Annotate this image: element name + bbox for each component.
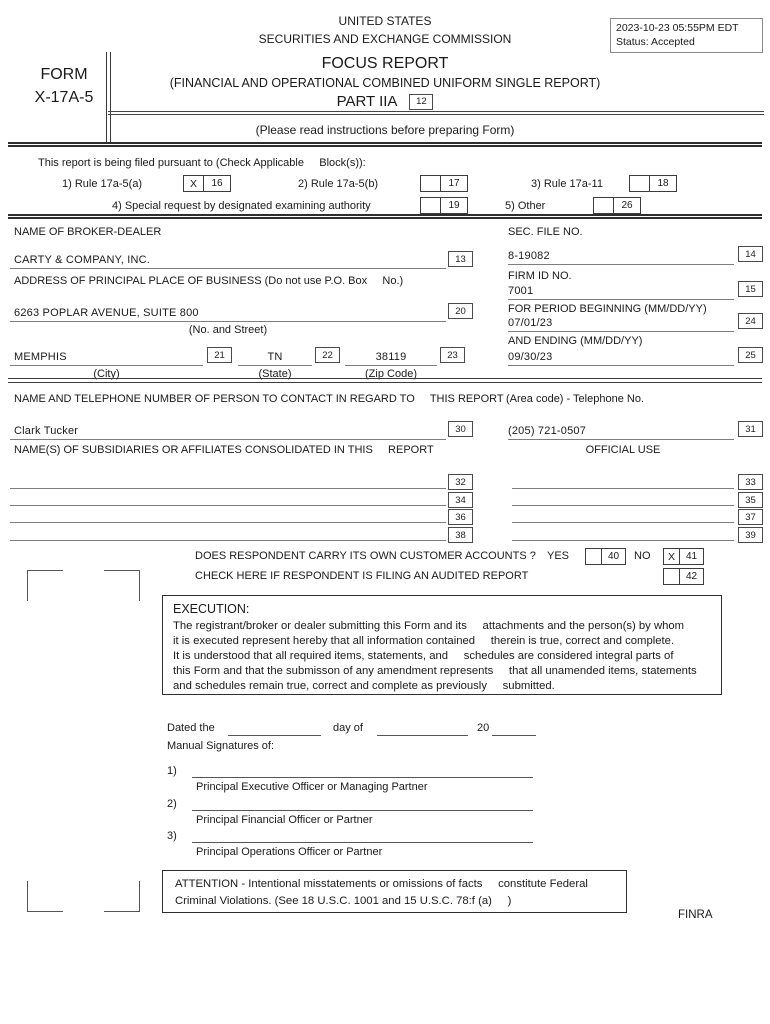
execution-title: EXECUTION: <box>173 602 250 616</box>
sec-file-value[interactable]: 8-19082 <box>508 250 550 262</box>
rule-17a11-box-number: 18 <box>650 175 677 192</box>
audited-checkbox-group <box>663 568 704 585</box>
finra-label: FINRA <box>678 909 713 921</box>
audited-report-label: CHECK HERE IF RESPONDENT IS FILING AN AUDITED REPORT <box>195 570 529 582</box>
filing-status: Status: Accepted <box>616 36 695 48</box>
no-box-number: 41 <box>680 548 704 565</box>
no-label: NO <box>634 550 651 562</box>
us-title: UNITED STATES <box>338 14 432 28</box>
signature-caption: Principal Operations Officer or Partner <box>196 846 383 858</box>
rule-17a5b-box-number: 17 <box>441 175 468 192</box>
address-label: ADDRESS OF PRINCIPAL PLACE OF BUSINESS (Do not use P.O. Box No.) <box>14 275 404 287</box>
period-end-underline <box>508 365 734 366</box>
zip-underline <box>345 365 437 366</box>
firm-id-underline <box>508 299 734 300</box>
dated-year-blank[interactable] <box>492 735 536 736</box>
subsidiary-row-box: 36 <box>448 509 473 525</box>
stamp-area-corner-mark <box>27 881 63 912</box>
subsidiary-row-box: 37 <box>738 509 763 525</box>
firm-id-box: 15 <box>738 281 763 297</box>
stamp-area-corner-mark <box>27 570 63 601</box>
special-request-box-number: 19 <box>441 197 468 214</box>
city-value[interactable]: MEMPHIS <box>14 351 67 363</box>
contact-name-underline <box>10 439 446 440</box>
year-prefix: 20 <box>477 722 490 734</box>
filing-stamp-box <box>610 18 763 53</box>
part-row <box>0 93 770 110</box>
dated-day-blank[interactable] <box>228 735 321 736</box>
state-caption: (State) <box>258 368 292 380</box>
broker-name-underline <box>10 268 446 269</box>
dated-prefix: Dated the <box>167 722 215 734</box>
subsidiary-row-box: 33 <box>738 474 763 490</box>
execution-text-line: It is understood that all required items, statements, and schedules are considered integral parts of <box>173 650 674 662</box>
execution-text-line: The registrant/broker or dealer submitting this Form and its attachments and the person(s) by whom <box>173 620 685 632</box>
rule-17a11-label: 3) Rule 17a-11 <box>531 178 603 190</box>
signature-line[interactable] <box>192 810 533 811</box>
street-box: 20 <box>448 303 473 319</box>
broker-name-value[interactable]: CARTY & COMPANY, INC. <box>14 254 151 266</box>
filing-timestamp: 2023-10-23 05:55PM EDT <box>616 22 739 34</box>
subsidiary-line[interactable] <box>10 522 446 523</box>
firm-id-value[interactable]: 7001 <box>508 285 534 297</box>
street-underline <box>10 321 446 322</box>
official-use-label: OFFICIAL USE <box>585 444 661 456</box>
other-checkbox[interactable] <box>593 197 614 214</box>
signature-line[interactable] <box>192 777 533 778</box>
special-request-checkbox-group <box>420 197 468 214</box>
execution-box <box>162 595 722 695</box>
contact-name-value[interactable]: Clark Tucker <box>14 425 79 437</box>
street-caption: (No. and Street) <box>188 324 268 336</box>
stamp-area-corner-mark <box>104 570 140 601</box>
state-underline <box>238 365 312 366</box>
contact-name-box: 30 <box>448 421 473 437</box>
rule-17a11-checkbox[interactable] <box>629 175 650 192</box>
rule-17a5b-checkbox-group <box>420 175 468 192</box>
sec-file-label: SEC. FILE NO. <box>508 226 583 238</box>
rule-17a5a-checkbox[interactable]: X <box>183 175 204 192</box>
part-number-box: 12 <box>409 94 433 110</box>
period-begin-value[interactable]: 07/01/23 <box>508 317 553 329</box>
period-end-value[interactable]: 09/30/23 <box>508 351 553 363</box>
audited-checkbox[interactable] <box>663 568 680 585</box>
stamp-area-corner-mark <box>104 881 140 912</box>
signature-number: 1) <box>167 765 177 777</box>
header-separator-1 <box>108 111 764 115</box>
rule-17a5a-box-number: 16 <box>204 175 231 192</box>
subsidiary-row-box: 34 <box>448 492 473 508</box>
signature-caption: Principal Financial Officer or Partner <box>196 814 373 826</box>
state-box: 22 <box>315 347 340 363</box>
zip-box: 23 <box>440 347 465 363</box>
sec-file-box: 14 <box>738 246 763 262</box>
contact-label: NAME AND TELEPHONE NUMBER OF PERSON TO CONTACT IN REGARD TO THIS REPORT <box>14 393 504 405</box>
dated-month-blank[interactable] <box>377 735 468 736</box>
broker-name-box: 13 <box>448 251 473 267</box>
rule-17a11-checkbox-group <box>629 175 677 192</box>
subsidiary-line[interactable] <box>512 488 734 489</box>
rule-17a5a-checkbox-group <box>183 175 231 192</box>
signature-caption: Principal Executive Officer or Managing Partner <box>196 781 428 793</box>
contact-phone-box: 31 <box>738 421 763 437</box>
rule-17a5b-checkbox[interactable] <box>420 175 441 192</box>
signature-line[interactable] <box>192 842 533 843</box>
street-value[interactable]: 6263 POPLAR AVENUE, SUITE 800 <box>14 307 199 319</box>
subsidiary-row-box: 39 <box>738 527 763 543</box>
sec-commission-title: SECURITIES AND EXCHANGE COMMISSION <box>258 32 512 46</box>
subsidiary-line[interactable] <box>512 540 734 541</box>
day-of-label: day of <box>333 722 363 734</box>
broker-separator <box>8 378 762 383</box>
other-checkbox-group <box>593 197 641 214</box>
sec-file-underline <box>508 264 734 265</box>
form-number: X-17A-5 <box>34 89 94 106</box>
execution-text-line: this Form and that the submisson of any amendment represents that all unamended items, statements <box>173 665 697 677</box>
subsidiary-line[interactable] <box>10 540 446 541</box>
zip-caption: (Zip Code) <box>365 368 417 380</box>
audited-box-number: 42 <box>680 568 704 585</box>
other-box-number: 26 <box>614 197 641 214</box>
subsidiary-line[interactable] <box>10 488 446 489</box>
subsidiary-row-box: 35 <box>738 492 763 508</box>
attention-text-line: Criminal Violations. (See 18 U.S.C. 1001 and 15 U.S.C. 78:f (a) ) <box>175 895 512 907</box>
rule-17a5b-label: 2) Rule 17a-5(b) <box>298 178 379 190</box>
yes-checkbox-group <box>585 548 626 565</box>
period-end-label: AND ENDING (MM/DD/YY) <box>508 335 643 347</box>
subsidiary-row-box: 32 <box>448 474 473 490</box>
part-label: PART IIA <box>336 93 398 110</box>
signature-number: 3) <box>167 830 177 842</box>
report-title: FOCUS REPORT <box>321 55 449 72</box>
no-checkbox[interactable]: X <box>663 548 680 565</box>
header-separator-2 <box>8 142 762 147</box>
city-box: 21 <box>207 347 232 363</box>
period-end-box: 25 <box>738 347 763 363</box>
subsidiary-line[interactable] <box>512 505 734 506</box>
period-begin-underline <box>508 331 734 332</box>
filing-separator <box>8 214 762 219</box>
contact-phone-label: (Area code) - Telephone No. <box>506 393 644 405</box>
contact-phone-value[interactable]: (205) 721-0507 <box>508 425 587 437</box>
other-label: 5) Other <box>505 200 546 212</box>
city-underline <box>10 365 203 366</box>
special-request-checkbox[interactable] <box>420 197 441 214</box>
no-checkbox-group <box>663 548 704 565</box>
period-begin-box: 24 <box>738 313 763 329</box>
subsidiary-line[interactable] <box>10 505 446 506</box>
subsidiary-line[interactable] <box>512 522 734 523</box>
special-request-label: 4) Special request by designated examining authority <box>112 200 371 212</box>
rule-17a5a-label: 1) Rule 17a-5(a) <box>62 178 143 190</box>
signature-number: 2) <box>167 798 177 810</box>
period-begin-label: FOR PERIOD BEGINNING (MM/DD/YY) <box>508 303 707 315</box>
contact-phone-underline <box>508 439 734 440</box>
filing-intro: This report is being filed pursuant to (Check Applicable Block(s)): <box>38 157 366 169</box>
manual-signatures-label: Manual Signatures of: <box>167 740 275 752</box>
execution-text-line: it is executed represent hereby that all information contained therein is true, correct and complete. <box>173 635 675 647</box>
customer-accounts-label: DOES RESPONDENT CARRY ITS OWN CUSTOMER ACCOUNTS ? <box>195 550 536 562</box>
report-subtitle: (FINANCIAL AND OPERATIONAL COMBINED UNIFORM SINGLE REPORT) <box>169 76 601 90</box>
attention-box <box>162 870 627 913</box>
instructions-note: (Please read instructions before preparing Form) <box>255 123 515 137</box>
subsidiary-row-box: 38 <box>448 527 473 543</box>
yes-box-number: 40 <box>602 548 626 565</box>
zip-value[interactable]: 38119 <box>375 351 407 363</box>
subsidiaries-label: NAME(S) OF SUBSIDIARIES OR AFFILIATES CONSOLIDATED IN THIS REPORT <box>14 444 434 456</box>
city-caption: (City) <box>93 368 120 380</box>
state-value[interactable]: TN <box>267 351 283 363</box>
broker-name-label: NAME OF BROKER-DEALER <box>14 226 162 238</box>
form-word: FORM <box>40 66 88 83</box>
execution-text-line: and schedules remain true, correct and complete as previously submitted. <box>173 680 555 692</box>
yes-label: YES <box>547 550 570 562</box>
yes-checkbox[interactable] <box>585 548 602 565</box>
firm-id-label: FIRM ID NO. <box>508 270 572 282</box>
attention-text-line: ATTENTION - Intentional misstatements or omissions of facts constitute Federal <box>175 878 588 890</box>
